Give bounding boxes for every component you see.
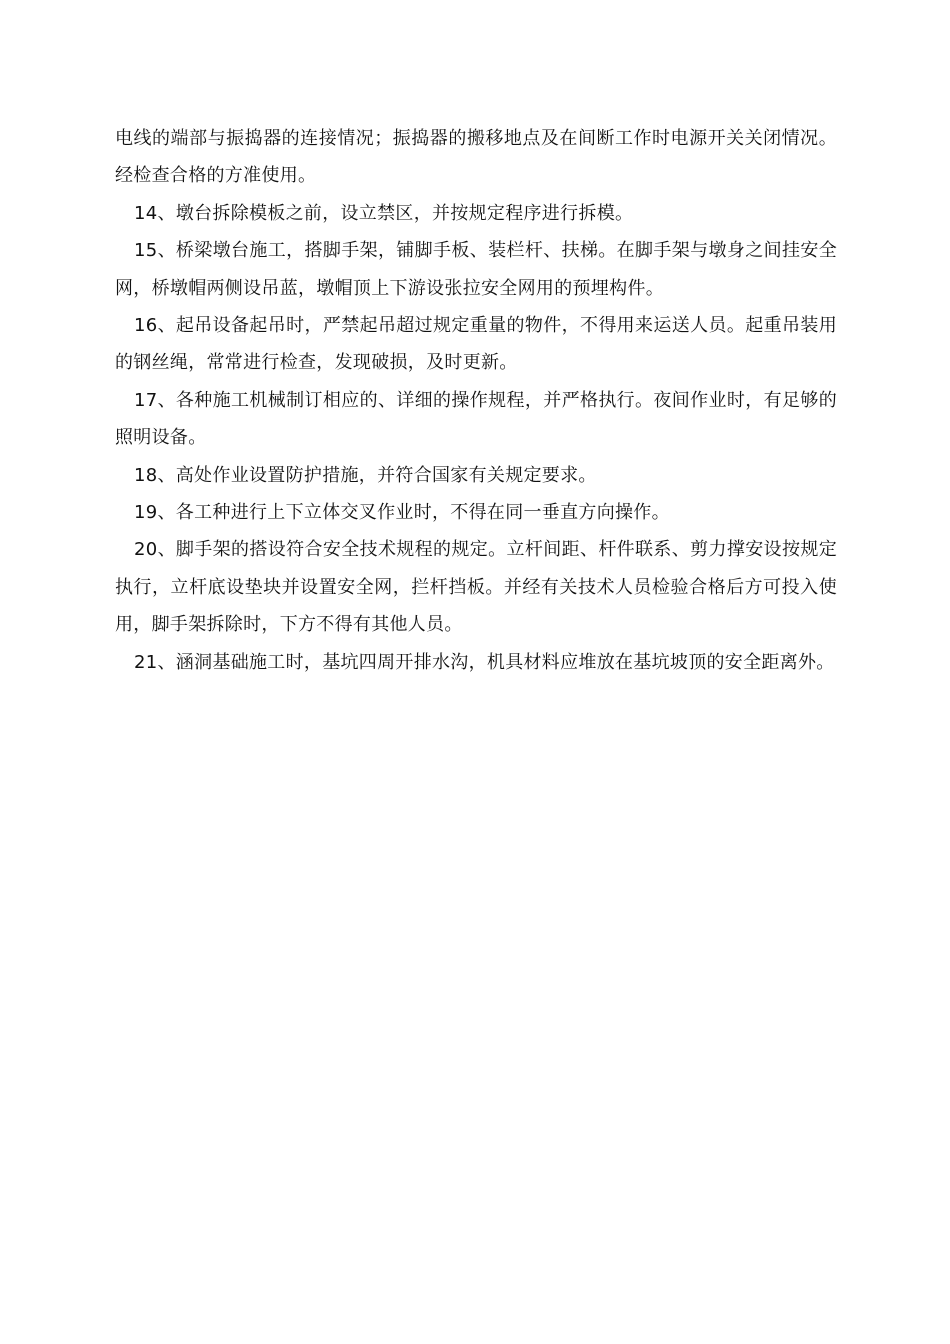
paragraph-item-14: 14、墩台拆除模板之前，设立禁区，并按规定程序进行拆模。 [134, 202, 634, 224]
paragraph-item-20: 20、脚手架的搭设符合安全技术规程的规定。立杆间距、杆件联系、剪力撑安设按规定执行，立杆底设垫块并设置安全网，拦杆挡板。并经有关技术人员检验合格后方可投入使用，脚手架拆除时，下方不得有其他人员。 [115, 539, 837, 636]
paragraph-item-17: 17、各种施工机械制订相应的、详细的操作规程，并严格执行。夜间作业时，有足够的照明设备。 [115, 389, 837, 449]
paragraph-item-15: 15、桥梁墩台施工，搭脚手架，铺脚手板、装栏杆、扶梯。在脚手架与墩身之间挂安全网，桥墩帽两侧设吊蓝，墩帽顶上下游设张拉安全网用的预埋构件。 [115, 240, 837, 299]
paragraph-item-18: 18、高处作业设置防护措施，并符合国家有关规定要求。 [134, 464, 597, 486]
paragraph-item-19: 19、各工种进行上下立体交叉作业时，不得在同一垂直方向操作。 [134, 502, 670, 524]
paragraph-continuation: 电线的端部与振捣器的连接情况；振捣器的搬移地点及在间断工作时电源开关关闭情况。经检查合格的方准使用。 [115, 128, 837, 187]
document-body [115, 120, 837, 681]
paragraph-item-21: 21、涵洞基础施工时，基坑四周开排水沟，机具材料应堆放在基坑坡顶的安全距离外。 [134, 651, 835, 673]
paragraph-item-16: 16、起吊设备起吊时，严禁起吊超过规定重量的物件，不得用来运送人员。起重吊装用的钢丝绳，常常进行检查，发现破损，及时更新。 [115, 315, 837, 374]
